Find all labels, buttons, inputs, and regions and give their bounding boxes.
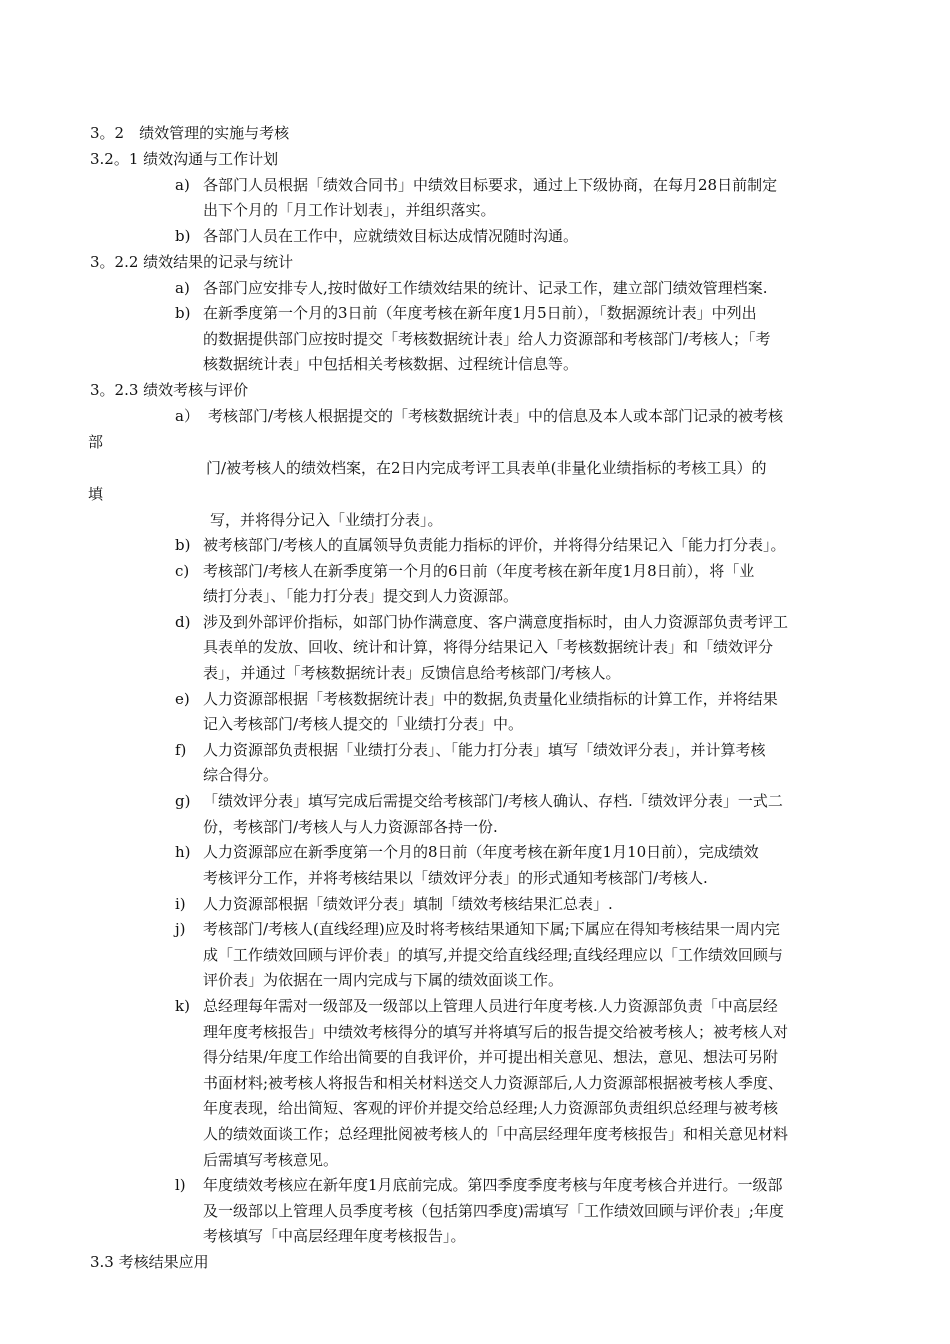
paragraph-line: 各部门人员根据「绩效合同书」中绩效目标要求，通过上下级协商，在每月28日前制定 [203, 176, 778, 194]
paragraph-line: 得分结果/年度工作给出简要的自我评价，并可提出相关意见、想法，意见、想法可另附 [203, 1048, 779, 1066]
paragraph-line: 书面材料;被考核人将报告和相关材料送交人力资源部后,人力资源部根据被考核人季度、 [203, 1074, 783, 1092]
paragraph-line: 具表单的发放、回收、统计和计算，将得分结果记入「考核数据统计表」和「绩效评分 [203, 638, 774, 656]
section-3-2-heading: 3。2 绩效管理的实施与考核 [90, 124, 290, 142]
paragraph-line: 的数据提供部门应按时提交「考核数据统计表」给人力资源部和考核部门/考核人；「考 [203, 330, 771, 348]
list-marker: a) [175, 279, 190, 297]
list-marker: f) [175, 741, 187, 759]
paragraph-line: 综合得分。 [203, 766, 279, 784]
list-marker: b) [175, 536, 191, 554]
list-marker: g) [175, 792, 191, 810]
wrapped-char: 填 [88, 485, 104, 503]
paragraph-line: 人的绩效面谈工作；总经理批阅被考核人的「中高层经理年度考核报告」和相关意见材料 [203, 1125, 789, 1143]
paragraph-line: 考核部门/考核人根据提交的「考核数据统计表」中的信息及本人或本部门记录的被考核 [208, 407, 784, 425]
paragraph-line: 各部门应安排专人,按时做好工作绩效结果的统计、记录工作，建立部门绩效管理档案. [203, 279, 768, 297]
paragraph-line: 人力资源部根据「考核数据统计表」中的数据,负责量化业绩指标的计算工作，并将结果 [203, 690, 778, 708]
paragraph-line: 人力资源部负责根据「业绩打分表」、「能力打分表」填写「绩效评分表」，并计算考核 [203, 741, 766, 759]
list-marker: e) [175, 690, 190, 708]
list-marker: b) [175, 304, 191, 322]
paragraph-line: 记入考核部门/考核人提交的「业绩打分表」中。 [203, 715, 524, 733]
section-3-2-2-heading: 3。2.2 绩效结果的记录与统计 [90, 253, 294, 271]
list-marker: j) [175, 920, 186, 938]
list-marker: b) [175, 227, 191, 245]
paragraph-line: 份，考核部门/考核人与人力资源部各持一份. [203, 818, 498, 836]
list-marker: d) [175, 613, 191, 631]
section-3-2-1-heading: 3.2。1 绩效沟通与工作计划 [90, 150, 279, 168]
paragraph-line: 出下个月的「月工作计划表」，并组织落实。 [203, 201, 496, 219]
section-3-2-3-heading: 3。2.3 绩效考核与评价 [90, 381, 249, 399]
list-marker: k) [175, 997, 190, 1015]
paragraph-line: 年度表现，给出简短、客观的评价并提交给总经理;人力资源部负责组织总经理与被考核 [203, 1099, 779, 1117]
paragraph-line: 理年度考核报告」中绩效考核得分的填写并将填写后的报告提交给被考核人；被考核人对 [203, 1023, 789, 1041]
section-3-3-heading: 3.3 考核结果应用 [90, 1253, 209, 1271]
paragraph-line: 表」，并通过「考核数据统计表」反馈信息给考核部门/考核人。 [203, 664, 621, 682]
paragraph-line: 涉及到外部评价指标，如部门协作满意度、客户满意度指标时，由人力资源部负责考评工 [203, 613, 789, 631]
paragraph-line: 人力资源部应在新季度第一个月的8日前（年度考核在新年度1月10日前），完成绩效 [203, 843, 759, 861]
paragraph-line: 「绩效评分表」填写完成后需提交给考核部门/考核人确认、存档.「绩效评分表」一式二 [203, 792, 783, 810]
paragraph-line: 写，并将得分记入「业绩打分表」。 [210, 511, 443, 529]
list-marker: i) [175, 895, 186, 913]
list-marker: h) [175, 843, 191, 861]
paragraph-line: 门/被考核人的绩效档案，在2日内完成考评工具表单(非量化业绩指标的考核工具）的 [206, 459, 767, 477]
list-marker: l) [175, 1176, 186, 1194]
paragraph-line: 核数据统计表」中包括相关考核数据、过程统计信息等。 [203, 355, 579, 373]
list-marker: c) [175, 562, 190, 580]
paragraph-line: 各部门人员在工作中，应就绩效目标达成情况随时沟通。 [203, 227, 579, 245]
paragraph-line: 评价表」为依据在一周内完成与下属的绩效面谈工作。 [203, 971, 564, 989]
list-marker: a） [175, 407, 199, 425]
list-marker: a) [175, 176, 190, 194]
paragraph-line: 人力资源部根据「绩效评分表」填制「绩效考核结果汇总表」. [203, 895, 613, 913]
paragraph-line: 考核部门/考核人(直线经理)应及时将考核结果通知下属;下属应在得知考核结果一周内完 [203, 920, 780, 938]
paragraph-line: 考核评分工作，并将考核结果以「绩效评分表」的形式通知考核部门/考核人. [203, 869, 708, 887]
paragraph-line: 年度绩效考核应在新年度1月底前完成。第四季度季度考核与年度考核合并进行。一级部 [203, 1176, 783, 1194]
paragraph-line: 考核部门/考核人在新季度第一个月的6日前（年度考核在新年度1月8日前），将「业 [203, 562, 755, 580]
paragraph-line: 考核填写「中高层经理年度考核报告」。 [203, 1227, 466, 1245]
paragraph-line: 被考核部门/考核人的直属领导负责能力指标的评价，并将得分结果记入「能力打分表」。 [203, 536, 786, 554]
paragraph-line: 成「工作绩效回顾与评价表」的填写,并提交给直线经理;直线经理应以「工作绩效回顾与 [203, 946, 783, 964]
paragraph-line: 绩打分表」、「能力打分表」提交到人力资源部。 [203, 587, 519, 605]
paragraph-line: 总经理每年需对一级部及一级部以上管理人员进行年度考核.人力资源部负责「中高层经 [203, 997, 778, 1015]
paragraph-line: 及一级部以上管理人员季度考核（包括第四季度)需填写「工作绩效回顾与评价表」;年度 [203, 1202, 784, 1220]
paragraph-line: 在新季度第一个月的3日前（年度考核在新年度1月5日前），「数据源统计表」中列出 [203, 304, 757, 322]
wrapped-char: 部 [88, 433, 104, 451]
paragraph-line: 后需填写考核意见。 [203, 1151, 339, 1169]
